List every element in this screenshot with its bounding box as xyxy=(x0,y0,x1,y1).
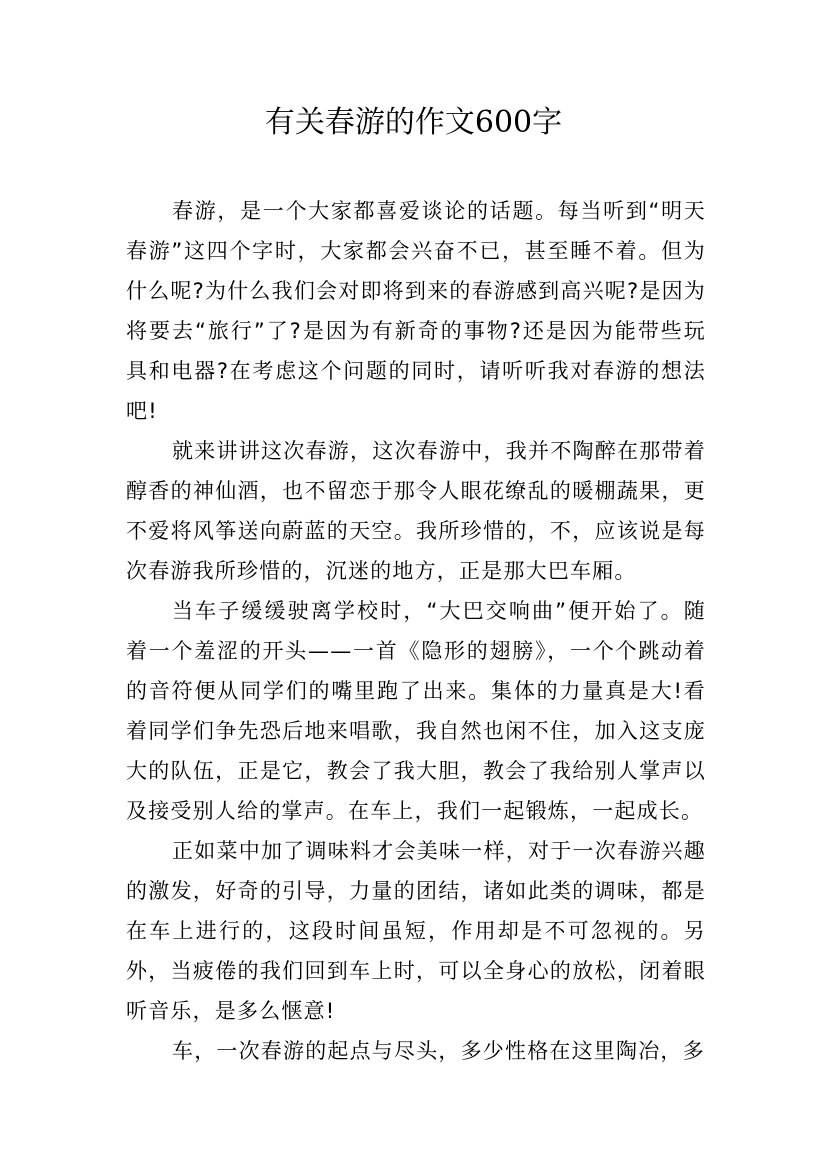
document-body xyxy=(126,191,706,1071)
document-title: 有关春游的作文600字 xyxy=(264,105,563,140)
paragraph: 就来讲讲这次春游，这次春游中，我并不陶醉在那带着醇香的神仙酒，也不留恋于那令人眼花缭乱的暖棚蔬果，更不爱将风筝送向蔚蓝的天空。我所珍惜的，不，应该说是每次春游我所珍惜的，沉迷的地方，正是那大巴车厢。 xyxy=(126,439,706,583)
paragraph: 春游，是一个大家都喜爱谈论的话题。每当听到“明天春游”这四个字时，大家都会兴奋不已，甚至睡不着。但为什么呢?为什么我们会对即将到来的春游感到高兴呢?是因为将要去“旅行”了?是因为有新奇的事物?还是因为能带些玩具和电器?在考虑这个问题的同时，请听听我对春游的想法吧! xyxy=(126,199,706,423)
paragraph: 当车子缓缓驶离学校时，“大巴交响曲”便开始了。随着一个羞涩的开头——一首《隐形的翅膀》，一个个跳动着的音符便从同学们的嘴里跑了出来。集体的力量真是大!看着同学们争先恐后地来唱歌，我自然也闲不住，加入这支庞大的队伍，正是它，教会了我大胆，教会了我给别人掌声以及接受别人给的掌声。在车上，我们一起锻炼，一起成长。 xyxy=(126,599,706,823)
paragraph: 正如菜中加了调味料才会美味一样，对于一次春游兴趣的激发，好奇的引导，力量的团结，诸如此类的调味，都是在车上进行的，这段时间虽短，作用却是不可忽视的。另外，当疲倦的我们回到车上时，可以全身心的放松，闭着眼听音乐，是多么惬意! xyxy=(126,839,706,1023)
paragraph: 车，一次春游的起点与尽头，多少性格在这里陶冶，多 xyxy=(172,1039,705,1063)
